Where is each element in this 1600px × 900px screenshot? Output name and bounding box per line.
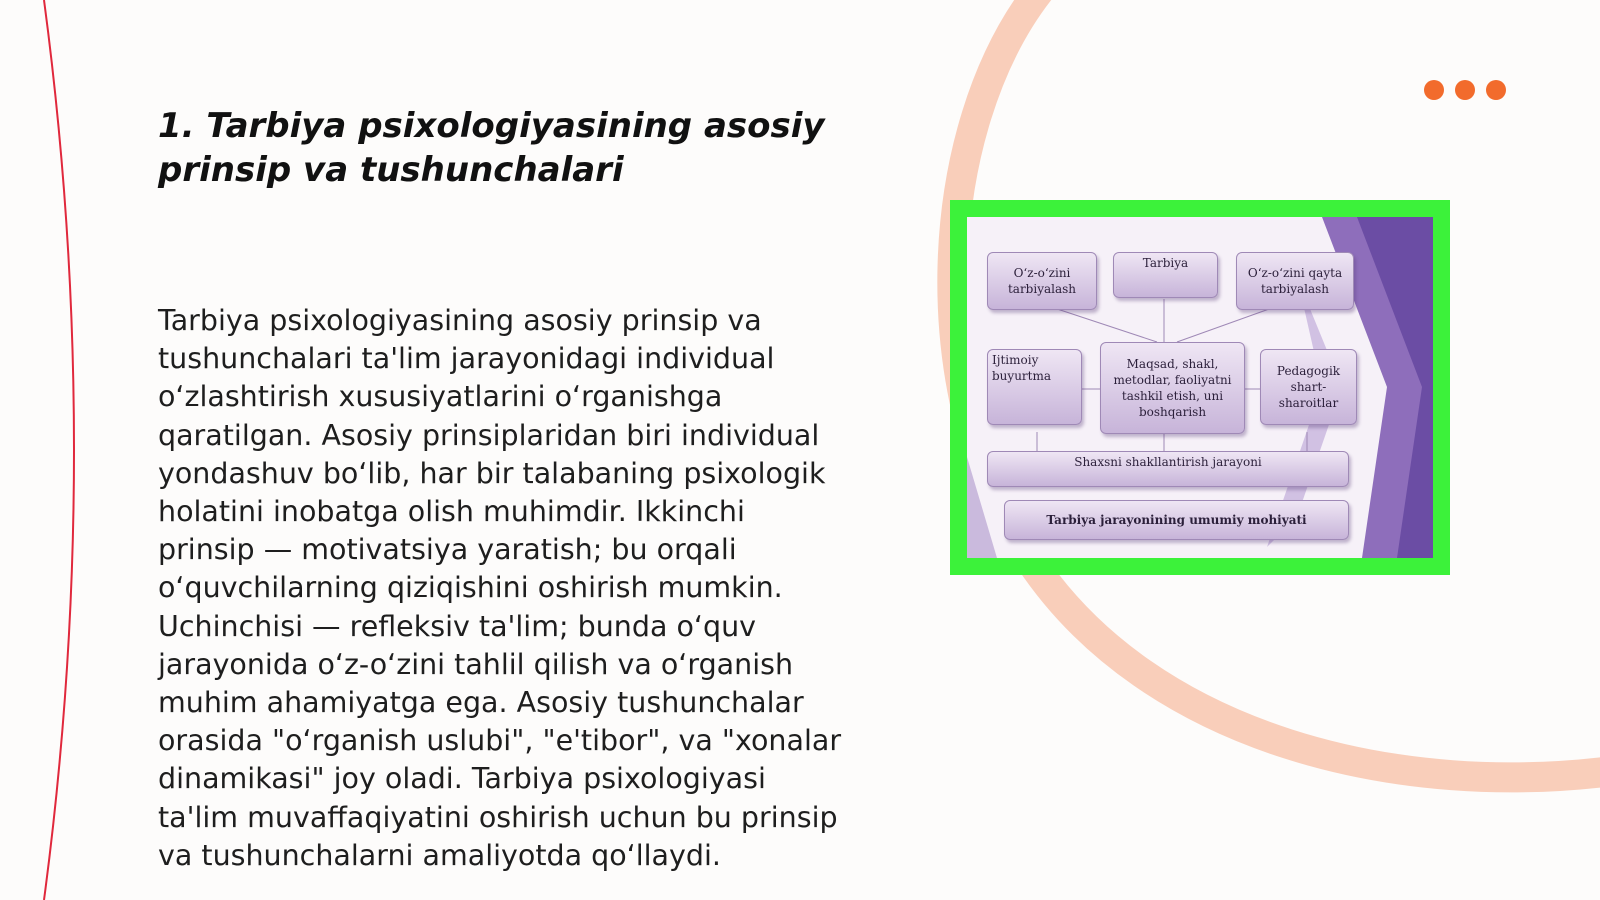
more-dots-icon (1424, 80, 1506, 100)
box-social-order: Ijtimoiy buyurtma (987, 349, 1082, 425)
box-self-education: Oʻz-oʻzini tarbiyalash (987, 252, 1097, 310)
diagram-figure (950, 200, 1450, 575)
dot (1424, 80, 1444, 100)
bar-education-essence: Tarbiya jarayonining umumiy mohiyati (1004, 500, 1349, 540)
slide-title: 1. Tarbiya psixologiyasining asosiy prinsip va tushunchalari (158, 106, 825, 190)
box-education: Tarbiya (1113, 252, 1218, 298)
dot (1455, 80, 1475, 100)
slide-body-text: Tarbiya psixologiyasining asosiy prinsip va tushunchalari ta'lim jarayonidagi individual oʻzlashtirish xususiyatlarini oʻrganishga qaratilgan. Asosiy prinsiplaridan biri individual yondashuv boʻlib, har bir talabaning psixologik holatini inobatga olish muhimdir. Ikkinchi prinsip — motivatsiya yaratish; bu orqali oʻquvchilarning qiziqishini oshirish mumkin. Uchinchisi — refleksiv ta'lim; bunda oʻquv jarayonida oʻz-oʻzini tahlil qilish va oʻrganish muhim ahamiyatga ega. Asosiy tushunchalar orasida "oʻrganish uslubi", "e'tibor", va "xonalar dinamikasi" joy oladi. Tarbiya psixologiyasi ta'lim muvaffaqiyatini oshirish uchun bu prinsip va tushunchalarni amaliyotda qoʻllaydi. (158, 304, 842, 872)
box-pedagogical-conditions: Pedagogik shart-sharoitlar (1260, 349, 1357, 425)
box-re-education: Oʻz-oʻzini qayta tarbiyalash (1236, 252, 1354, 310)
box-goals-methods: Maqsad, shakl, metodlar, faoliyatni tashkil etish, uni boshqarish (1100, 342, 1245, 434)
dot (1486, 80, 1506, 100)
bar-personality-formation: Shaxsni shakllantirish jarayoni (987, 451, 1349, 487)
left-border-curve (44, 0, 74, 900)
diagram-canvas (967, 217, 1433, 558)
